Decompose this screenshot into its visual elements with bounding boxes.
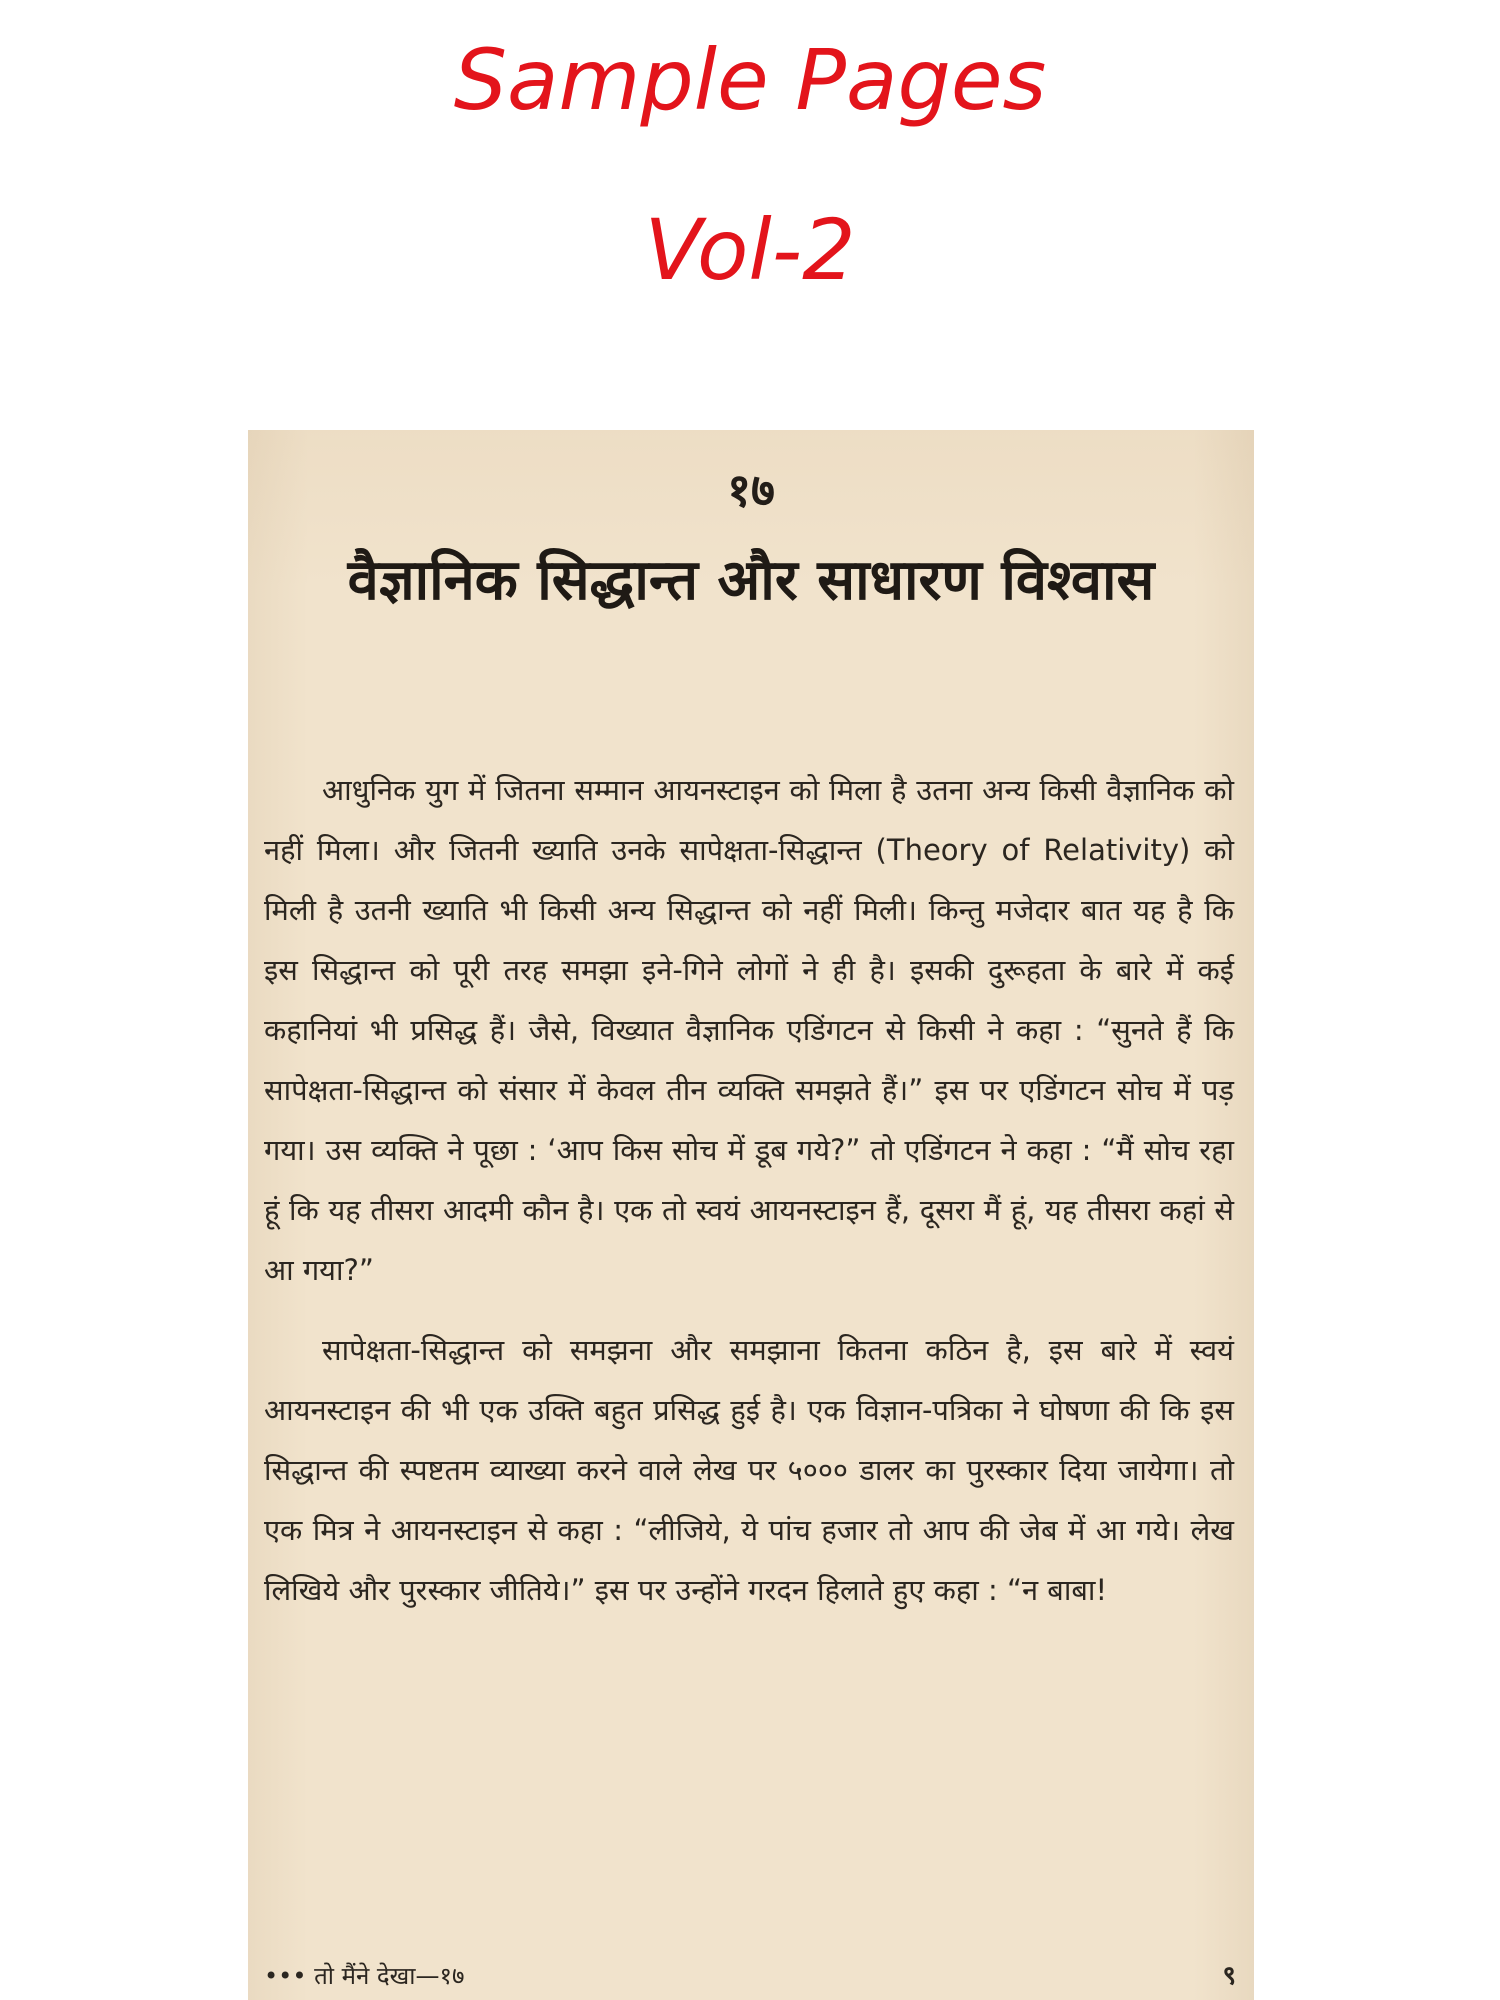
chapter-number: १७ xyxy=(727,463,775,517)
volume-label: Vol-2 xyxy=(644,201,856,299)
running-footer: ••• तो मैंने देखा—१७ xyxy=(264,1962,465,1990)
page-number: ९ xyxy=(1222,1961,1236,1991)
sample-pages-title: Sample Pages xyxy=(453,31,1047,129)
chapter-title: वैज्ञानिक सिद्धान्त और साधारण विश्वास xyxy=(347,548,1155,613)
scanned-book-page xyxy=(248,430,1254,2000)
paragraph-2: सापेक्षता-सिद्धान्त को समझना और समझाना कितना कठिन है, इस बारे में स्वयं आयनस्टाइन की भी एक उक्ति बहुत प्रसिद्ध हुई है। एक विज्ञान-पत्रिका ने घोषणा की कि इस सिद्धान्त की स्पष्टतम व्याख्या करने वाले लेख पर ५००० डालर का पुरस्कार दिया जायेगा। तो एक मित्र ने आयनस्टाइन से कहा : “लीजिये, ये पांच हजार तो आप की जेब में आ गये। लेख लिखिये और पुरस्कार जीतिये।” इस पर उन्होंने गरदन हिलाते हुए कहा : “न बाबा! xyxy=(264,1333,1234,1607)
body-text xyxy=(264,760,1234,1640)
paragraph-1: आधुनिक युग में जितना सम्मान आयनस्टाइन को मिला है उतना अन्य किसी वैज्ञानिक को नहीं मिला। और जितनी ख्याति उनके सापेक्षता-सिद्धान्त (Theory of Relativity) को मिली है उतनी ख्याति भी किसी अन्य सिद्धान्त को नहीं मिली। किन्तु मजेदार बात यह है कि इस सिद्धान्त को पूरी तरह समझा इने-गिने लोगों ने ही है। इसकी दुरूहता के बारे में कई कहानियां भी प्रसिद्ध हैं। जैसे, विख्यात वैज्ञानिक एडिंगटन से किसी ने कहा : “सुनते हैं कि सापेक्षता-सिद्धान्त को संसार में केवल तीन व्यक्ति समझते हैं।” इस पर एडिंगटन सोच में पड़ गया। उस व्यक्ति ने पूछा : ‘आप किस सोच में डूब गये?” तो एडिंगटन ने कहा : “मैं सोच रहा हूं कि यह तीसरा आदमी कौन है। एक तो स्वयं आयनस्टाइन हैं, दूसरा मैं हूं, यह तीसरा कहां से आ गया?” xyxy=(264,773,1234,1287)
